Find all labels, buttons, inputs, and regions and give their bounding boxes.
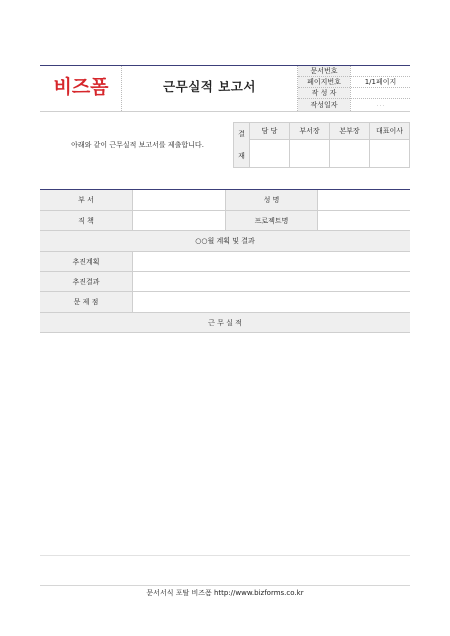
form-line [317, 190, 318, 231]
approval-sign-division-head[interactable] [330, 140, 369, 167]
form-line [225, 190, 226, 231]
meta-value-date[interactable]: . . . [376, 102, 385, 108]
position-field[interactable] [133, 211, 225, 230]
project-label: 프로젝트명 [226, 211, 317, 230]
issue-row-field[interactable] [133, 292, 410, 312]
approval-role-ceo: 대표이사 [370, 123, 409, 139]
footer-text: 문서서식 포탈 비즈폼 http://www.bizforms.co.kr [146, 589, 304, 597]
plan-row-field[interactable] [133, 252, 410, 271]
work-section-header: 근 무 실 적 [40, 313, 410, 332]
result-row-label: 추진결과 [40, 272, 132, 291]
result-row-field[interactable] [133, 272, 410, 291]
logo: 비즈폼 [53, 76, 109, 98]
approval-intro-text: 아래와 같이 근무실적 보고서를 제출합니다. [71, 141, 204, 149]
approval-sign-ceo[interactable] [370, 140, 409, 167]
name-field[interactable] [318, 190, 410, 210]
form-line [132, 252, 133, 312]
position-label: 직 책 [40, 211, 132, 230]
form-line [40, 555, 410, 556]
meta-label-date: 작성일자 [298, 99, 350, 111]
approval-sign-dept-head[interactable] [290, 140, 329, 167]
name-label: 성 명 [226, 190, 317, 210]
approval-role-staff: 담 당 [250, 123, 289, 139]
plan-row-label: 추진계획 [40, 252, 132, 271]
approval-role-division-head: 본부장 [330, 123, 369, 139]
approval-sign-staff[interactable] [250, 140, 289, 167]
approval-side-label [234, 123, 249, 167]
meta-label-author: 작 성 자 [298, 88, 350, 99]
header-bottom-rule [40, 111, 410, 112]
dept-field[interactable] [133, 190, 225, 210]
plan-section-header: ○○월 계획 및 결과 [40, 231, 410, 251]
approval-side-bottom: 재 [238, 152, 245, 160]
approval-role-dept-head: 부서장 [290, 123, 329, 139]
dept-label: 부 서 [40, 190, 132, 210]
form-line [132, 190, 133, 231]
meta-value-author[interactable] [351, 88, 410, 99]
meta-label-doc-no: 문서번호 [298, 66, 350, 77]
issue-row-label: 문 제 점 [40, 292, 132, 312]
meta-label-page-no: 페이지번호 [298, 77, 350, 88]
footer-rule [40, 585, 410, 586]
work-record-area[interactable] [40, 333, 410, 555]
approval-side-top: 결 [238, 130, 245, 138]
meta-value-page-no[interactable]: 1/1페이지 [351, 77, 410, 88]
page-title: 근무실적 보고서 [163, 79, 256, 94]
meta-value-doc-no[interactable] [351, 66, 410, 77]
project-field[interactable] [318, 211, 410, 230]
